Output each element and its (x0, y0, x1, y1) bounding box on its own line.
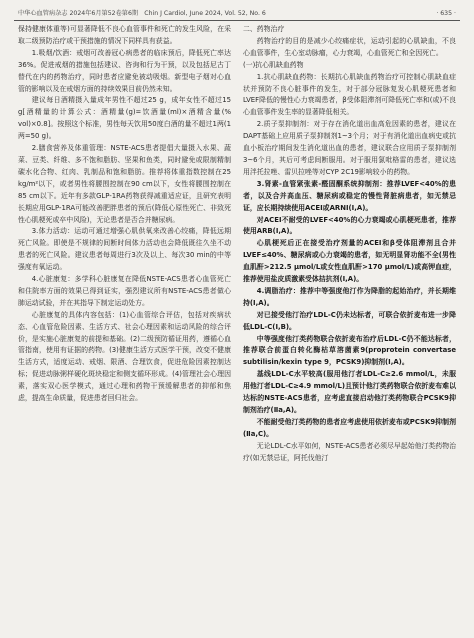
recommendation: 心肌梗死后正在接受治疗剂量的ACEI和β受体阻滞剂且合并LVEF≤40%、糖尿病或心力衰竭的患者，如无明显肾功能不全(男性血肌酐>212.5 μmol/L或女性血肌酐>170 μmol/L)或高钾血症，推荐使用盐皮质激素受体拮抗剂(Ⅰ,A)。 (243, 239, 456, 284)
paragraph: 药物治疗的目的是减少心绞痛症状，运动引起的心肌缺血，不良心血管事件，生心室动脉瘤，心力衰竭，心血管死亡和全因死亡。 (243, 36, 456, 57)
recommendation: 对ACEI不耐受的LVEF<40%的心力衰竭或心肌梗死患者，推荐使用ARB(Ⅰ,A)。 (243, 215, 456, 236)
paragraph: 2.质子泵抑制剂：对于存在消化道出血高危因素的患者，建议在DAPT基础上应用质子泵抑制剂1~3个月；对于有消化道出血病史或抗血小板治疗期间发生消化道出血的患者，建议联合应用质子泵抑制剂3~6个月，其后可考虑间断服用。对于服用氯吡格雷的患者，建议选用泮托拉唑、雷贝拉唑等对CYP 2C19影响较小的药物。 (243, 120, 456, 176)
paragraph: 3.体力活动：运动可通过增强心肌供氧来改善心绞痛，降低远期死亡风险。即使是不规律的间断时间体力活动也会降低既往久坐不动患者的死亡风险。建议患者每周进行3次及以上、每次30 min的中等强度有氧运动。 (18, 227, 231, 272)
paragraph: 建议每日酒精摄入量成年男性不超过25 g，成年女性不超过15 g[酒精量的计算公式：酒精量(g)=饮酒量(ml)×酒精含量(% vol)×0.8]。按照这个标准，男性每天饮用50度白酒的量不超过1两(1两=50 g)。 (18, 96, 231, 141)
paragraph: 1.抗心肌缺血药物：长期抗心肌缺血药物治疗可控制心肌缺血症状并预防不良心脏事件的发生，对于部分冠脉复发心肌梗死患者和LVEF降低的慢性心力衰竭患者，β受体阻滞剂可降低死亡率和(或)不良心血管事件发生率的显著降低相关。 (243, 72, 456, 117)
recommendation: 不能耐受他汀类药物的患者应考虑使用依折麦布或PCSK9抑制剂(Ⅱa,C)。 (243, 417, 456, 438)
recommendation: 4.调脂治疗：推荐中等强度他汀作为降脂的起始治疗，并长期维持(Ⅰ,A)。 (243, 286, 456, 307)
subsection-heading: (一)抗心肌缺血药物 (243, 60, 304, 69)
recommendation: 基线LDL-C水平较高(服用他汀者LDL-C≥2.6 mmol/L，未服用他汀者LDL-C≥4.9 mmol/L)且预计他汀类药物联合依折麦布难以达标的NSTE-ACS患者，应考虑直接启动他汀类药物联合PCSK9抑制剂治疗(Ⅱa,A)。 (243, 370, 456, 414)
page-number: · 635 · (436, 10, 456, 17)
journal-citation: 中华心血管病杂志 2024年6月第52卷第6期 Chin J Cardiol, June 2024, Vol. 52, No. 6 (18, 10, 266, 17)
left-column (18, 24, 231, 405)
paragraph: 2.膳食营养及体重管理：NSTE-ACS患者提倡大量摄入水果、蔬菜、豆类、纤维、多不饱和脂肪、坚果和鱼类，同时避免或限制精制碳水化合物、红肉、乳制品和饱和脂肪。推荐将体重指数控制在25 kg/m²以下，或者男性将腰围控制在90 cm以下，女性将腰围控制在85 cm以下。近年有多款GLP-1RA药物获得减重适应证，且研究表明长期应用GLP-1RA可能改善肥胖患者的预后(降低心原性死亡、非致死性心肌梗死或卒中风险)，无论患者是否合并糖尿病。 (18, 144, 231, 224)
paragraph: 心脏康复的具体内容包括：(1)心血管综合评估，包括对疾病状态、心血管危险因素、生活方式、社会心理因素和运动风险的综合评价，是实施心脏康复的前提和基础。(2)二级预防循证用药，遵循心血管指南，使用有证据的药物。(3)健康生活方式医学干预，改变不健康生活方式，适度运动、戒烟、限酒、合理饮食，促进危险因素控制达标；促进动脉粥样硬化斑块稳定和侧支循环形成。(4)管理社会心理因素，落实双心医学模式，通过心理和药物干预缓解患者的抑郁和焦虑，提高生命质量，促进患者回归社会。 (18, 310, 231, 403)
paragraph: 1.吸烟/饮酒：戒烟可改善冠心病患者的临床预后，降低死亡率达36%。促进戒烟的措施包括建议、咨询和行为干预，以及包括尼古丁替代在内的药物治疗，同时患者应避免被动吸烟。新型电子烟对心血管的影响以及在戒烟方面的持续效果目前仍然未知。 (18, 48, 231, 93)
paragraph: 保持健康体重等)可显著降低不良心血管事件和死亡的发生风险，在采取二级预防治疗或干预措施的情况下同样具有获益。 (18, 25, 231, 45)
recommendation: 中等强度他汀类药物联合依折麦布治疗后LDL-C仍不能达标者，推荐联合前蛋白转化酶枯草溶菌素9(proprotein convertase subtilisin/kexin type 9，PCSK9)抑制剂(Ⅰ,A)。 (243, 334, 456, 367)
section-heading: 二、药物治疗 (243, 25, 285, 33)
recommendation: 对已接受他汀治疗LDL-C仍未达标者，可联合依折麦布进一步降低LDL-C(Ⅰ,B)。 (243, 310, 456, 331)
paragraph: 无论LDL-C水平如何，NSTE-ACS患者必须尽早起始他汀类药物治疗(如无禁忌证，阿托伐他汀 (243, 441, 456, 462)
recommendation: 3.肾素-血管紧张素-醛固酮系统抑制剂：推荐LVEF<40%的患者，以及合并高血压、糖尿病或稳定的慢性肾脏病患者，如无禁忌证，应长期持续使用ACEI或ARNI(Ⅰ,A)。 (243, 179, 456, 212)
running-header (14, 8, 460, 21)
right-column (243, 24, 456, 465)
paragraph: 4.心脏康复：多学科心脏康复在降低NSTE-ACS患者心血管死亡和住院率方面的效果已得到证实，强烈建议所有NSTE-ACS患者做心肺运动试验，并在其指导下制定运动处方。 (18, 275, 231, 307)
